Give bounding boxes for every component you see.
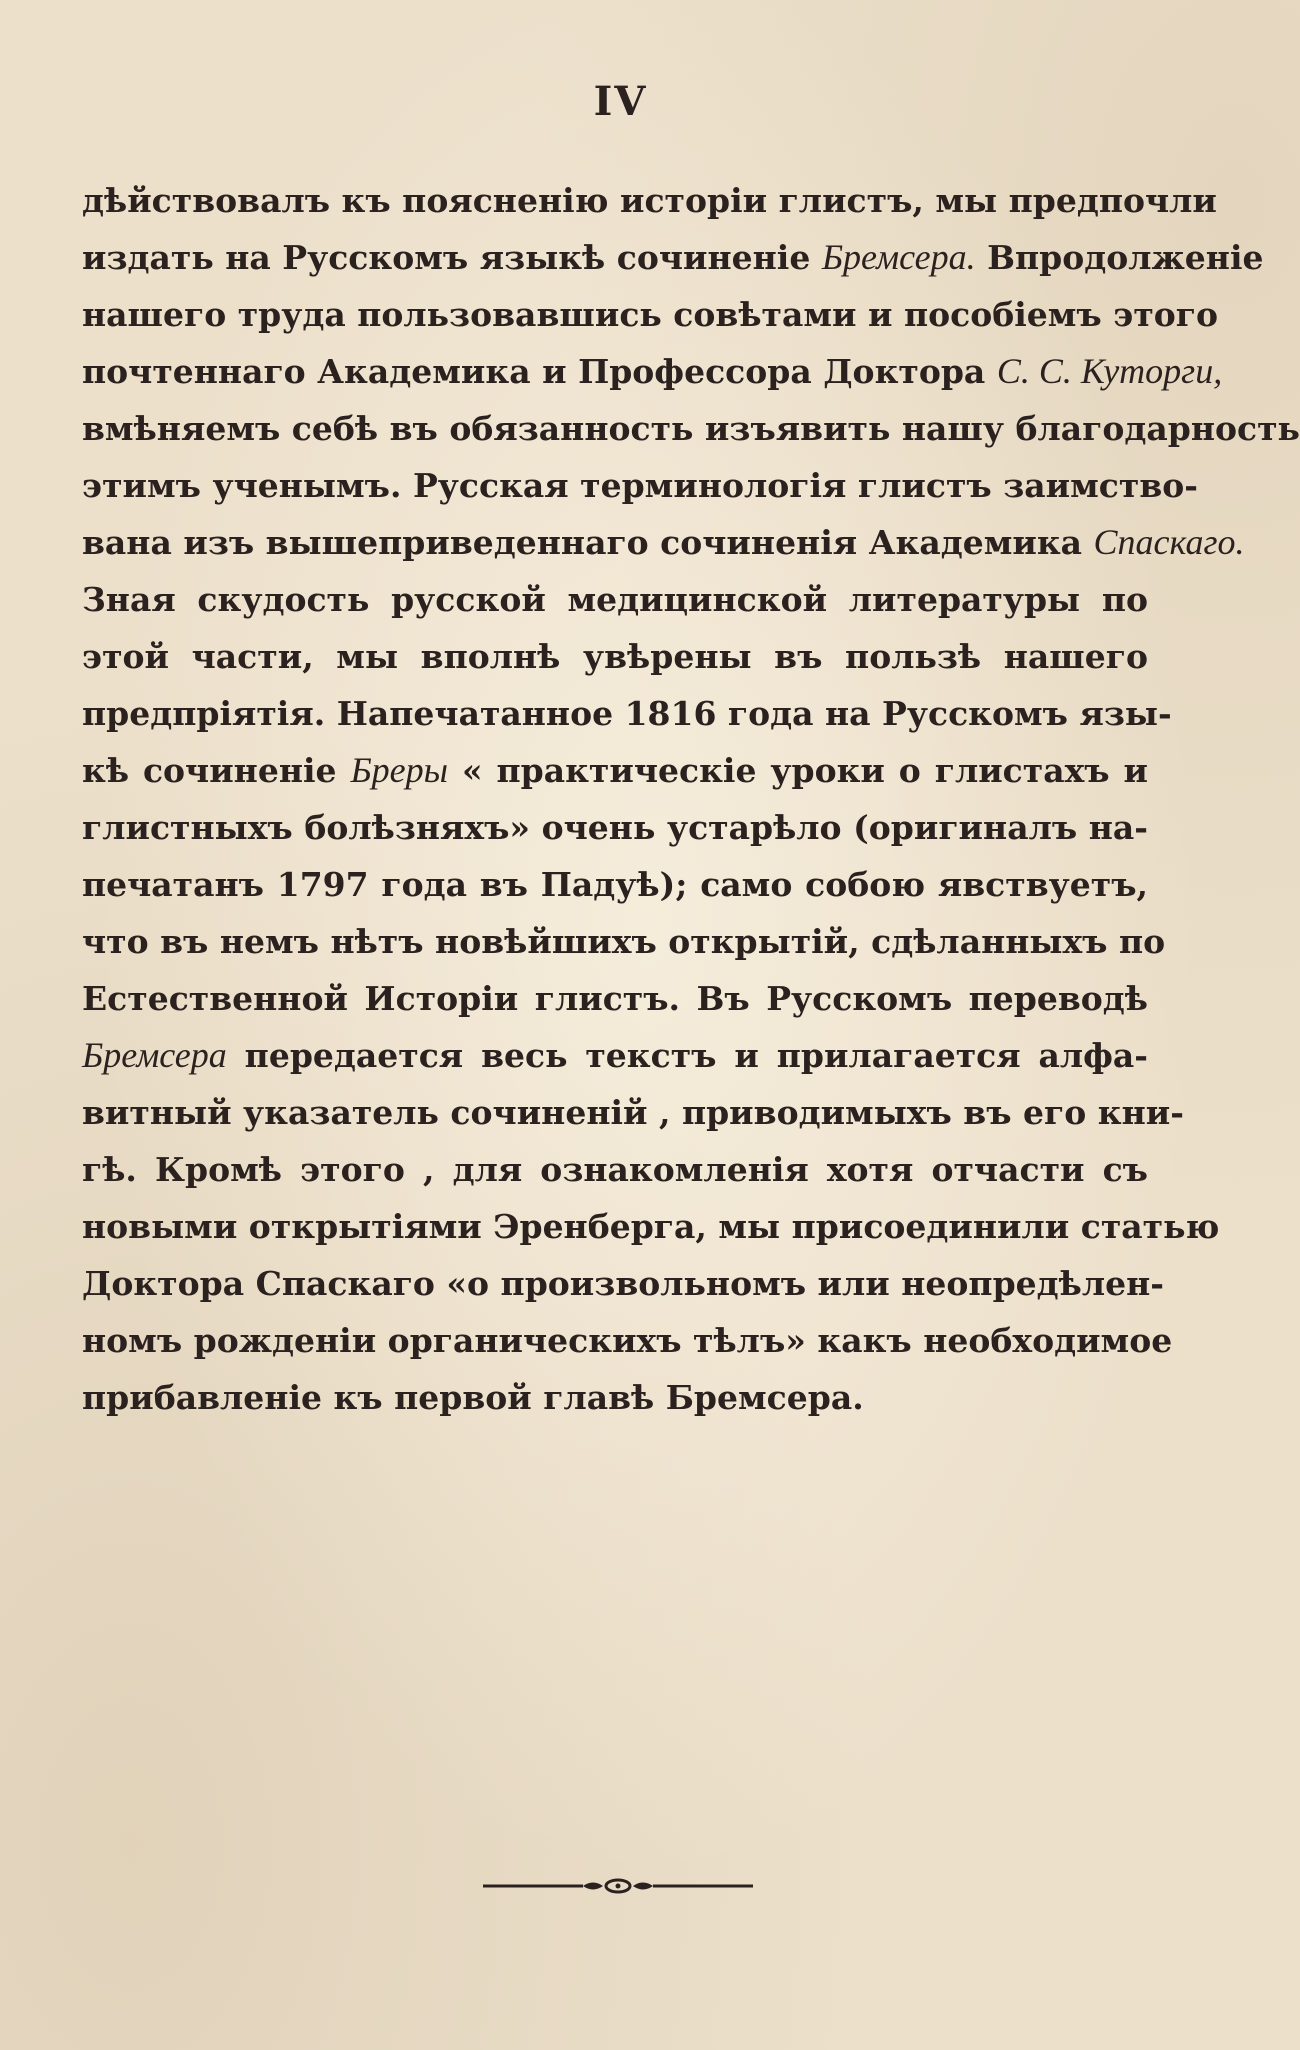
- italic-text-segment: С. С. Куторги,: [996, 351, 1223, 391]
- text-line: [82, 172, 1217, 229]
- text-segment: новыми открытіями Эренберга, мы присоединили статью: [82, 1207, 1220, 1246]
- text-segment: Доктора Спаскаго «о произвольномъ или неопредѣлен-: [82, 1264, 1164, 1303]
- text-line: [82, 229, 1264, 286]
- italic-text-segment: Бремсера.: [821, 237, 976, 277]
- text-line: [82, 400, 1300, 457]
- text-line: [82, 856, 1148, 913]
- text-segment: кѣ сочиненіе: [82, 751, 351, 790]
- text-line: [82, 457, 1198, 514]
- text-segment: Впродолженіе: [975, 238, 1264, 277]
- body-paragraph: [82, 172, 1300, 1426]
- text-segment: этимъ ученымъ. Русская терминологія глистъ заимство-: [82, 466, 1198, 505]
- page-number: IV: [593, 78, 648, 125]
- text-segment: почтеннаго Академика и Профессора Доктора: [82, 352, 997, 391]
- text-line: [82, 1312, 1173, 1369]
- text-segment: витный указатель сочиненій , приводимыхъ въ его кни-: [82, 1093, 1184, 1132]
- text-segment: передается весь текстъ и прилагается алфа-: [226, 1036, 1148, 1075]
- italic-text-segment: Бреры: [350, 750, 449, 790]
- text-line: [82, 1198, 1220, 1255]
- text-segment: предпріятія. Напечатанное 1816 года на Русскомъ язы-: [82, 694, 1172, 733]
- text-segment: этой части, мы вполнѣ увѣрены въ пользѣ нашего: [82, 637, 1148, 676]
- text-line: [82, 343, 1223, 400]
- text-segment: Естественной Исторіи глистъ. Въ Русскомъ переводѣ: [82, 979, 1148, 1018]
- text-line: [82, 628, 1148, 685]
- text-line: [82, 1369, 1148, 1426]
- text-line: [82, 514, 1245, 571]
- text-segment: Зная скудость русской медицинской литературы по: [82, 580, 1148, 619]
- text-segment: печатанъ 1797 года въ Падуѣ); само собою явствуетъ,: [82, 865, 1148, 904]
- decorative-divider: [483, 1876, 753, 1896]
- text-line: [82, 1084, 1184, 1141]
- text-segment: номъ рожденіи органическихъ тѣлъ» какъ необходимое: [82, 1321, 1173, 1360]
- text-line: [82, 970, 1148, 1027]
- text-segment: прибавленіе къ первой главѣ Бремсера.: [82, 1378, 864, 1417]
- text-line: [82, 286, 1219, 343]
- text-line: [82, 799, 1148, 856]
- text-line: [82, 913, 1166, 970]
- text-line: [82, 685, 1172, 742]
- italic-text-segment: Бремсера: [82, 1035, 227, 1075]
- text-segment: нашего труда пользовавшись совѣтами и пособіемъ этого: [82, 295, 1219, 334]
- text-segment: гѣ. Кромѣ этого , для ознакомленія хотя отчасти съ: [82, 1150, 1148, 1189]
- text-line: [82, 1141, 1148, 1198]
- text-segment: вана изъ вышеприведеннаго сочиненія Академика: [82, 523, 1094, 562]
- text-segment: что въ немъ нѣтъ новѣйшихъ открытій, сдѣланныхъ по: [82, 922, 1166, 961]
- text-line: [82, 571, 1148, 628]
- text-segment: издать на Русскомъ языкѣ сочиненіе: [82, 238, 822, 277]
- text-line: [82, 742, 1148, 799]
- text-line: [82, 1255, 1164, 1312]
- italic-text-segment: Спаскаго.: [1093, 522, 1245, 562]
- text-segment: дѣйствовалъ къ поясненію исторіи глистъ, мы предпочли: [82, 181, 1217, 220]
- text-segment: вмѣняемъ себѣ въ обязанность изъявить нашу благодарность: [82, 409, 1300, 448]
- text-line: [82, 1027, 1148, 1084]
- text-segment: « практическіе уроки о глистахъ и: [448, 751, 1148, 790]
- text-segment: глистныхъ болѣзняхъ» очень устарѣло (оригиналъ на-: [82, 808, 1148, 847]
